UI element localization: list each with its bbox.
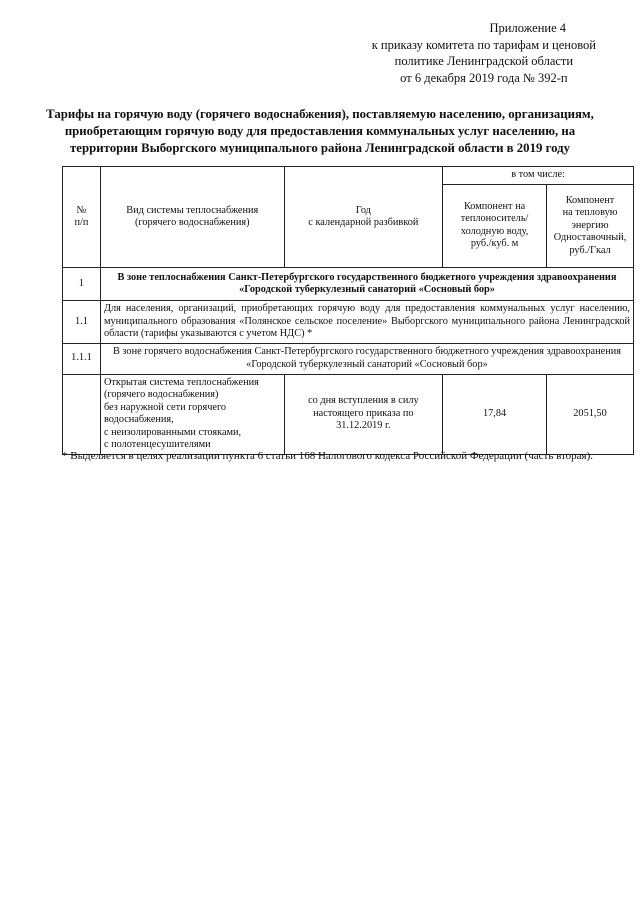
footnote-text: * Выделяется в целях реализации пункта 6 статьи 168 Налогового кодекса Российской Федерации (часть вторая). (62, 450, 594, 462)
header-row-1 (63, 167, 634, 185)
table-row (63, 343, 634, 374)
header-year (284, 167, 443, 268)
row-system-type (100, 374, 284, 454)
period-line: со дня вступления в силу (308, 395, 419, 407)
row-zone-heading: В зоне теплоснабжения Санкт-Петербургского государственного бюджетного учреждения здравоохранения «Городской туберкулезный санаторий «Сосновый бор» (100, 268, 633, 301)
header-energy-line: энергию (571, 219, 609, 231)
row-num: 1.1 (63, 301, 101, 344)
header-including: в том числе: (443, 167, 634, 185)
header-component-energy (547, 184, 634, 268)
footnote (62, 449, 617, 463)
header-energy-line: Одноставочный, (553, 232, 627, 243)
title-line-2: приобретающим горячую воду для предоставления коммунальных услуг населению, на (64, 124, 576, 138)
header-water-line: холодную воду, (460, 225, 529, 237)
header-water-line: руб./куб. м (470, 238, 519, 250)
row-hot-water-zone: В зоне горячего водоснабжения Санкт-Петербургского государственного бюджетного учреждения здравоохранения «Городской туберкулезный санаторий «Сосновый бор» (100, 343, 633, 374)
appendix-number: Приложение 4 (489, 21, 566, 35)
table-row (63, 374, 634, 454)
header-water-line: Компонент на (463, 200, 526, 212)
system-line: (горячего водоснабжения) (103, 389, 219, 400)
header-component-water (443, 184, 547, 268)
header-year-line: с календарной разбивкой (308, 217, 419, 228)
system-line: Открытая система теплоснабжения (103, 376, 259, 388)
header-energy-line: на тепловую (562, 207, 618, 218)
document-title (40, 106, 600, 157)
tariff-table (62, 166, 634, 455)
appendix-header (372, 20, 596, 86)
system-line: без наружной сети горячего (103, 401, 227, 413)
table-row (63, 268, 634, 301)
system-line: водоснабжения, (103, 414, 174, 425)
title-line-1: Тарифы на горячую воду (горячего водоснабжения), поставляемую населению, организациям, (46, 107, 594, 121)
row-num-empty (63, 374, 101, 454)
title-line-3: территории Выборгского муниципального района Ленинградской области в 2019 году (70, 141, 570, 155)
header-energy-line: руб./Гкал (569, 244, 611, 256)
system-line: с неизолированными стояками, (103, 426, 242, 438)
header-num (63, 167, 101, 268)
row-num: 1 (63, 268, 101, 301)
header-system-line: (горячего водоснабжения) (134, 217, 250, 228)
header-num-line: п/п (74, 217, 89, 228)
table-row (63, 301, 634, 344)
header-system (100, 167, 284, 268)
system-line: с полотенцесушителями (103, 439, 211, 450)
row-component-water-value: 17,84 (443, 374, 547, 454)
row-num: 1.1.1 (63, 343, 101, 374)
header-num-line: № (76, 204, 87, 216)
header-water-line: теплоноситель/ (460, 213, 529, 225)
header-system-line: Вид системы теплоснабжения (126, 204, 259, 216)
header-energy-line: Компонент (565, 194, 615, 206)
appendix-committee-line: политике Ленинградской области (394, 54, 574, 68)
row-component-energy-value: 2051,50 (547, 374, 634, 454)
appendix-order-line: к приказу комитета по тарифам и ценовой (371, 37, 596, 52)
period-line: 31.12.2019 г. (336, 420, 391, 432)
appendix-date-line: от 6 декабря 2019 года № 392-п (400, 70, 568, 85)
row-consumers-text: Для населения, организаций, приобретающих горячую воду для предоставления коммунальных услуг населению, муниципального образования «Полянское сельское поселение» Выборгского муниципального района Ленинградской области (тарифы указываются с учетом НДС) * (100, 301, 633, 344)
row-period (284, 374, 443, 454)
period-line: настоящего приказа по (313, 407, 414, 419)
header-year-line: Год (355, 204, 371, 216)
